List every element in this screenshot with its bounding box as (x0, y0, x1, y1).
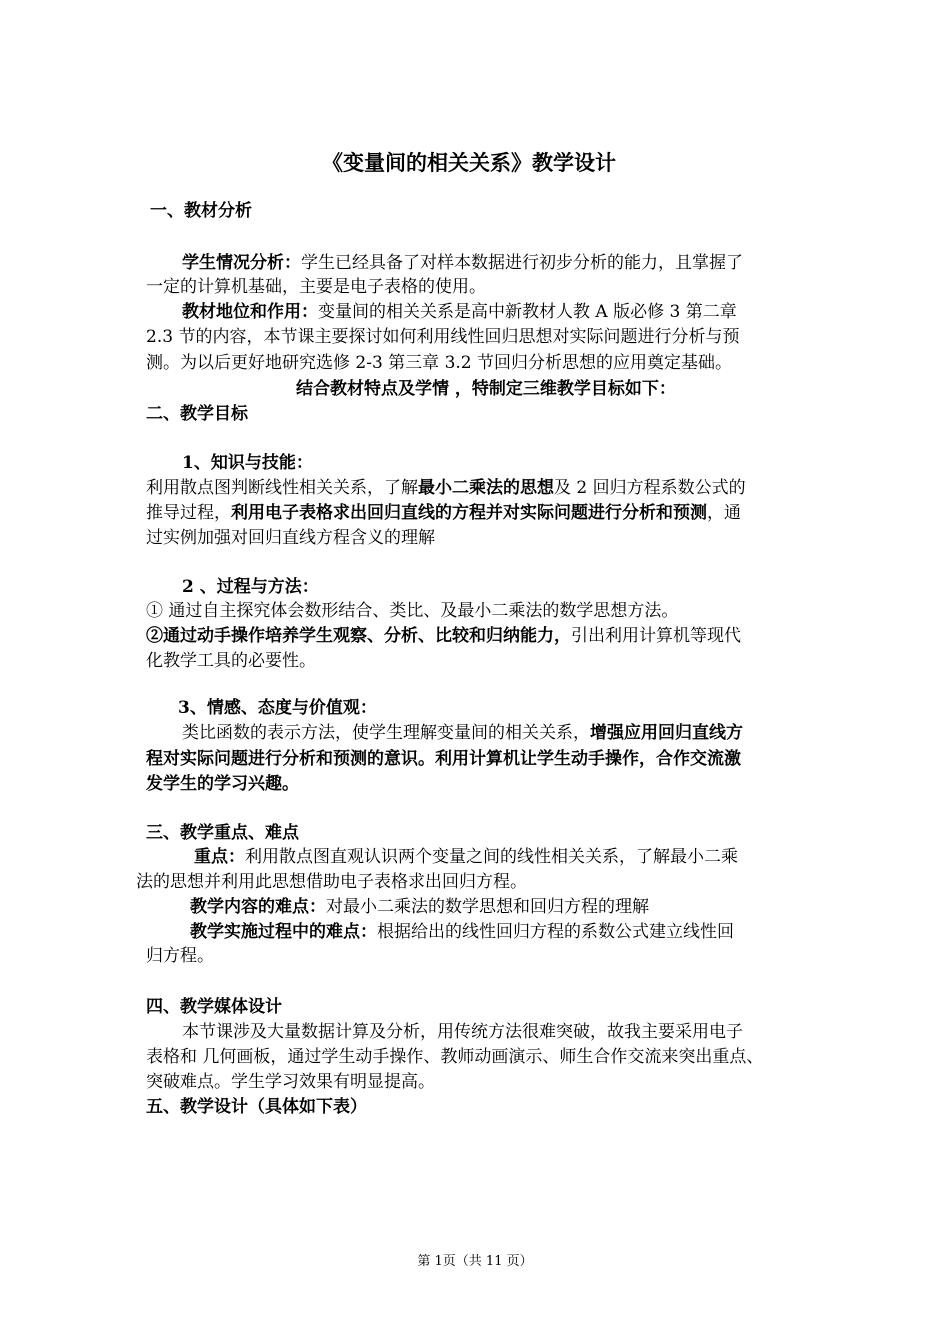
section-3-heading: 三、教学重点、难点 (146, 823, 299, 843)
paragraph-line (146, 623, 741, 649)
emphasis: 利用电子表格求出回归直线的方程并对实际问题进行分析和预测 (231, 503, 707, 523)
paragraph-line: 表格和 几何画板，通过学生动手操作、教师动画演示、师生合作交流来突出重点、 (146, 1047, 764, 1067)
text: 类比函数的表示方法，使学生理解变量间的相关关系， (182, 723, 590, 743)
paragraph-key-point (194, 844, 738, 870)
section-4-heading: 四、教学媒体设计 (146, 997, 282, 1017)
paragraph-line (146, 475, 746, 501)
text: 推导过程， (146, 503, 231, 523)
label: 重点： (194, 847, 245, 867)
paragraph-line: 程对实际问题进行分析和预测的意识。利用计算机让学生动手操作，合作交流激 (146, 749, 741, 769)
text: 利用散点图直观认识两个变量之间的线性相关关系，了解最小二乘 (245, 847, 738, 867)
paragraph-line: 本节课涉及大量数据计算及分析，用传统方法很难突破，故我主要采用电子 (182, 1022, 743, 1042)
text: 变量间的相关关系是高中新教材人教 A 版必修 3 第二章 (318, 302, 737, 322)
section-2-heading: 二、教学目标 (146, 404, 248, 424)
emphasis: 最小二乘法的思想 (418, 478, 554, 498)
emphasis: ②通过动手操作培养学生观察、分析、比较和归纳能力， (146, 626, 571, 646)
text: 引出利用计算机等现代 (571, 626, 741, 646)
paragraph-line: 法的思想并利用此思想借助电子表格求出回归方程。 (136, 872, 527, 892)
text: 利用散点图判断线性相关关系，了解 (146, 478, 418, 498)
emphasis: 增强应用回归直线方 (590, 723, 743, 743)
label: 教材地位和作用： (182, 302, 318, 322)
paragraph-line: ① 通过自主探究体会数形结合、类比、及最小二乘法的数学思想方法。 (146, 601, 679, 621)
process-heading: 2 、过程与方法： (182, 577, 319, 597)
text: 对最小二乘法的数学思想和回归方程的理解 (326, 897, 649, 917)
paragraph-difficulty-content (190, 894, 649, 920)
paragraph-difficulty-process (190, 919, 734, 945)
paragraph-line (182, 720, 743, 746)
text: ，通 (707, 503, 741, 523)
text: 学生已经具备了对样本数据进行初步分析的能力，且掌握了 (301, 253, 743, 273)
paragraph-line: 化教学工具的必要性。 (146, 651, 316, 671)
paragraph-line: 一定的计算机基础，主要是电子表格的使用。 (146, 277, 486, 297)
paragraph-line: 过实例加强对回归直线方程含义的理解 (146, 528, 435, 548)
paragraph-student-analysis (182, 250, 743, 276)
label: 教学内容的难点： (190, 897, 326, 917)
paragraph-line: 2.3 节的内容，本节课主要探讨如何利用线性回归思想对实际问题进行分析与预 (146, 327, 740, 347)
paragraph-line: 发学生的学习兴趣。 (146, 774, 299, 794)
text: 根据给出的线性回归方程的系数公式建立线性回 (377, 922, 734, 942)
paragraph-line (146, 500, 741, 526)
emotion-heading: 3、情感、态度与价值观： (178, 698, 377, 718)
section-5-heading: 五、教学设计（具体如下表） (146, 1097, 367, 1117)
paragraph-textbook-role (182, 299, 737, 325)
page-title: 《变量间的相关关系》教学设计 (322, 150, 616, 175)
section-1-heading: 一、教材分析 (150, 201, 252, 221)
page-footer: 第 1页（共 11 页） (417, 1254, 533, 1269)
knowledge-heading: 1、知识与技能： (182, 453, 313, 473)
paragraph-line: 突破难点。学生学习效果有明显提高。 (146, 1072, 435, 1092)
paragraph-line: 测。为以后更好地研究选修 2-3 第三章 3.2 节回归分析思想的应用奠定基础。 (146, 353, 733, 373)
label: 教学实施过程中的难点： (190, 922, 377, 942)
label: 学生情况分析： (182, 253, 301, 273)
paragraph-line: 归方程。 (146, 946, 214, 966)
center-statement: 结合教材特点及学情 ，特制定三维教学目标如下： (296, 379, 676, 399)
text: 及 2 回归方程系数公式的 (554, 478, 746, 498)
